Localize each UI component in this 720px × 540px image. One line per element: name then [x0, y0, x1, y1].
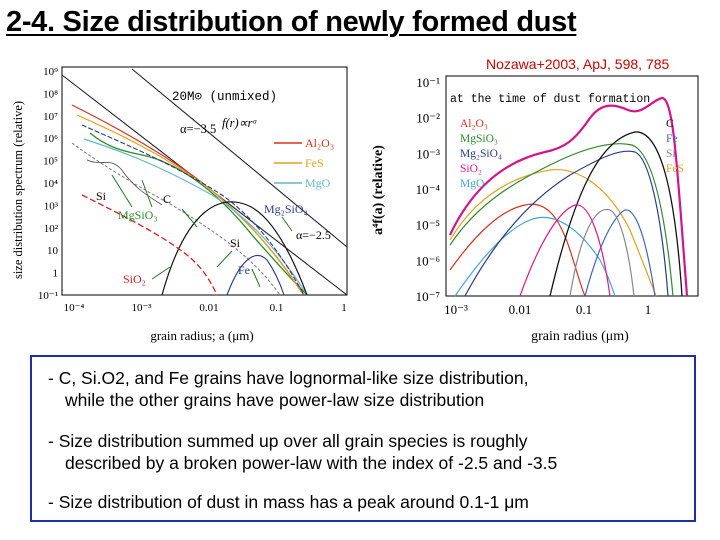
summary-box [30, 355, 696, 522]
summary-bullet-2 [48, 430, 557, 474]
left-legend-label: Al₂O₃ [305, 136, 335, 150]
right-x-tick-label: 0.1 [575, 302, 593, 317]
left-x-tick-label: 10⁻⁴ [63, 302, 85, 314]
alpha-upper-label: α=−3.5 [180, 122, 217, 136]
right-y-tick-label: 10⁻⁶ [415, 253, 440, 269]
right-legend-right-label: C [666, 118, 674, 130]
left-y-tick-label: 10⁹ [43, 66, 58, 78]
left-y-tick-label: 10⁷ [43, 110, 58, 123]
alpha-lower-label: α=−2.5 [296, 228, 331, 242]
right-y-tick-label: 10⁻² [416, 110, 440, 126]
summary-bullet-3-line1: - Size distribution of dust in mass has a peak around 0.1-1 μm [48, 492, 529, 512]
right-y-tick-label: 10⁻⁴ [415, 182, 440, 197]
right-legend-left-label: SiO₂ [460, 163, 482, 175]
right-x-axis-label: grain radius (μm) [531, 329, 629, 344]
summary-bullet-1-line2: while the other grains have power-law size distribution [65, 390, 485, 410]
right-legend-left-label: Al₂O₃ [460, 118, 488, 130]
right-mgsio3-curve [450, 144, 673, 296]
right-y-tick-label: 10⁻³ [416, 146, 440, 162]
left-y-tick-label: 10² [43, 222, 58, 235]
annotation-c: C [163, 192, 172, 206]
right-al2o3-curve [450, 204, 585, 296]
left-y-axis-label: size distribution spectrum (relative) [12, 100, 25, 280]
annotation-fe: Fe [238, 263, 250, 277]
right-legend-right-label: FeS [666, 163, 684, 175]
slide-title: 2-4. Size distribution of newly formed dust [6, 6, 577, 38]
left-x-tick-label: 0.01 [199, 302, 219, 314]
annotation-si-left: Si [96, 189, 107, 203]
summary-bullet-3 [48, 491, 529, 513]
left-y-tick-label: 10 [47, 245, 58, 258]
right-x-tick-label: 0.01 [508, 302, 532, 317]
left-x-tick-label: 1 [341, 302, 347, 314]
left-legend-label: MgO [305, 176, 331, 190]
left-y-tick-label: 10⁴ [43, 178, 58, 190]
annotation-sio2: SiO₂ [123, 272, 146, 286]
model-label: 20M⊙ (unmixed) [172, 90, 278, 104]
power-law-label: f(r)∝rᵅ [222, 116, 258, 130]
right-legend-left-label: MgSiO₃ [460, 133, 498, 145]
right-mgo-curve [455, 217, 615, 296]
right-x-tick-label: 1 [644, 302, 652, 317]
annotation-mg2sio4: Mg₂SiO₄ [264, 202, 308, 216]
left-plot-svg [12, 55, 357, 345]
left-y-tick-label: 10⁸ [43, 88, 58, 101]
summary-bullet-1 [48, 367, 529, 411]
left-y-tick-label: 1 [52, 267, 58, 280]
summary-bullet-2-line1: - Size distribution summed up over all grain species is roughly [48, 431, 528, 451]
left-x-tick-label: 0.1 [269, 302, 284, 314]
citation: Nozawa+2003, ApJ, 598, 785 [486, 56, 670, 72]
left-legend-label: FeS [305, 156, 324, 170]
right-legend-right-label: Si [666, 148, 676, 160]
right-legend-right-label: Fe [666, 133, 678, 145]
right-figure [370, 70, 708, 345]
right-y-tick-label: 10⁻⁷ [415, 289, 440, 304]
left-y-tick-label: 10⁶ [43, 133, 58, 146]
summary-bullet-1-line1: - C, Si.O2, and Fe grains have lognormal-like size distribution, [48, 368, 529, 388]
left-y-tick-label: 10⁵ [43, 155, 58, 168]
left-y-tick-label: 10³ [43, 200, 58, 213]
summary-bullet-2-line2: described by a broken power-law with the index of -2.5 and -3.5 [65, 453, 558, 473]
right-legend-left-label: Mg₂SiO₄ [460, 148, 502, 160]
left-x-tick-label: 10⁻³ [131, 302, 152, 314]
right-y-tick-label: 10⁻⁵ [415, 217, 440, 233]
annotation-si-right: Si [230, 236, 241, 250]
annotation-mgsio3: MgSiO₃ [118, 208, 158, 222]
right-header: at the time of dust formation [450, 93, 651, 106]
annotation-arrows [112, 175, 292, 287]
right-x-tick-label: 10⁻³ [444, 302, 468, 317]
right-y-axis-label: a⁴f(a) (relative) [371, 145, 386, 235]
right-legend-left-label: MgO [460, 178, 485, 190]
left-x-axis-label: grain radius; a (μm) [150, 328, 254, 343]
right-y-tick-label: 10⁻¹ [416, 75, 440, 90]
left-figure [12, 55, 357, 345]
right-plot-svg [370, 70, 708, 345]
left-y-tick-label: 10⁻¹ [37, 290, 58, 302]
